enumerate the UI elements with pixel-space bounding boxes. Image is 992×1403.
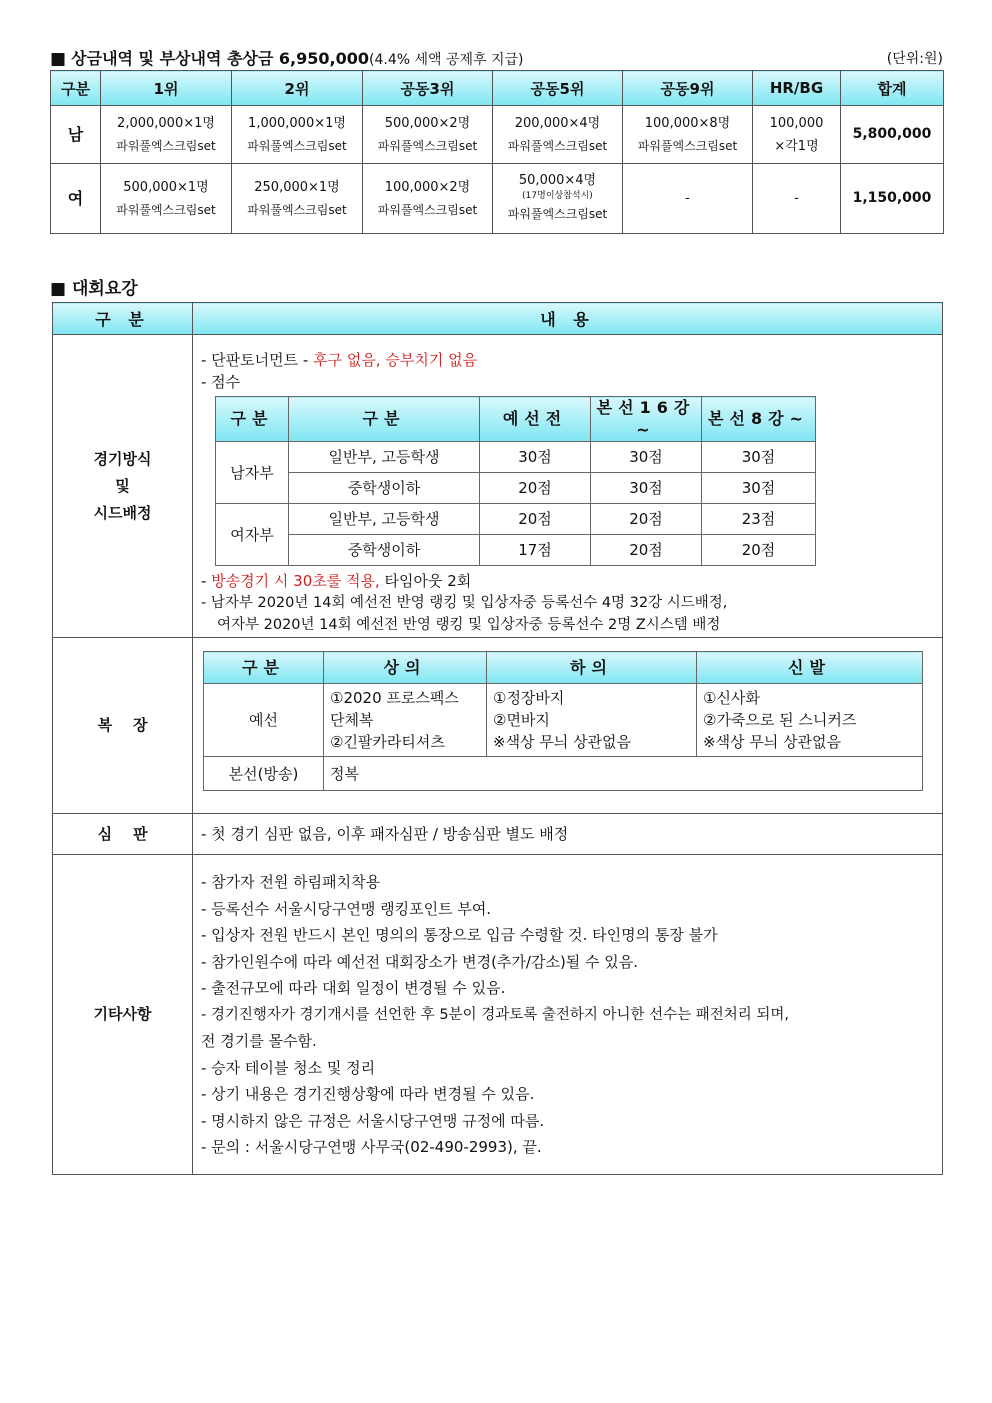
score-value: 20점: [702, 535, 816, 566]
prize-table: [50, 70, 944, 234]
attire-table: [203, 651, 923, 791]
attire-line: ②가죽으로 된 스니커즈: [703, 711, 857, 729]
prize-header-cell: HR/BG: [753, 71, 841, 106]
prize-item: 파워풀엑스크림set: [377, 138, 478, 153]
rules-table: [52, 302, 943, 1175]
label-line: 경기방식: [93, 449, 152, 468]
prize-item: 파워풀엑스크림set: [116, 202, 216, 217]
total-cell: 1,150,000: [841, 164, 944, 234]
hrbg-cell: [753, 106, 841, 164]
score-value: 20점: [591, 535, 702, 566]
score-category: 중학생이하: [289, 473, 480, 504]
content-line: [201, 570, 934, 592]
prize-cell: [101, 106, 232, 164]
rules-content: [193, 855, 943, 1175]
attire-line: ※색상 무늬 상관없음: [493, 733, 632, 751]
score-value: 30점: [591, 442, 702, 473]
rules-row-referee: [53, 814, 943, 855]
prize-amount: 100,000×8명: [644, 115, 731, 131]
prize-item: 파워풀엑스크림set: [116, 138, 216, 153]
etc-line: - 문의 : 서울시당구연맹 사무국(02-490-2993), 끝.: [201, 1138, 542, 1156]
score-table: [215, 396, 816, 566]
rules-title: 대회요강: [71, 279, 138, 299]
highlight-text: 방송경기 시 30초룰 적용,: [211, 572, 380, 590]
rules-header-row: [53, 303, 943, 335]
score-category: 일반부, 고등학생: [289, 442, 480, 473]
attire-line: ②긴팔카라티셔츠: [330, 733, 445, 751]
prize-amount: 50,000×4명: [518, 172, 597, 188]
score-header-cell: 본선16강~: [591, 397, 702, 442]
attire-final-value: 정복: [324, 757, 923, 791]
prize-header-cell: 구분: [51, 71, 101, 106]
attire-line: ②면바지: [493, 711, 550, 729]
score-category: 일반부, 고등학생: [289, 504, 480, 535]
content-line: - 남자부 2020년 14회 예선전 반영 랭킹 및 입상자중 등록선수 4명 32강 시드배정,: [201, 595, 728, 611]
unit-label: (단위:원): [886, 51, 943, 67]
prize-heading: [50, 46, 943, 70]
prize-amount: 200,000×4명: [514, 115, 601, 131]
score-row: [216, 504, 816, 535]
prize-header-row: [51, 71, 944, 106]
score-row: [216, 442, 816, 473]
attire-type: 예선: [204, 684, 324, 757]
rules-label: [53, 335, 193, 638]
score-value: 20점: [480, 473, 591, 504]
score-value: 30점: [702, 442, 816, 473]
prize-row-female: [51, 164, 944, 234]
etc-line: - 등록선수 서울시당구연맹 랭킹포인트 부여.: [201, 899, 492, 918]
score-header-row: [216, 397, 816, 442]
prize-item: 파워풀엑스크림set: [377, 202, 478, 217]
attire-type: 본선(방송): [204, 757, 324, 791]
score-value: 23점: [702, 504, 816, 535]
prize-cell: [363, 164, 493, 234]
rules-content: [193, 638, 943, 814]
attire-top: [324, 684, 487, 757]
content-line: - 점수: [201, 373, 241, 391]
score-value: 20점: [591, 504, 702, 535]
etc-line: - 명시하지 않은 규정은 서울시당구연맹 규정에 따름.: [201, 1111, 545, 1130]
prize-amount: 500,000×1명: [123, 179, 209, 195]
score-value: 20점: [480, 504, 591, 535]
attire-bottom: [487, 684, 697, 757]
rules-content: [193, 335, 943, 638]
prize-title: 상금내역 및 부상내역 총상금 6,950,000: [71, 49, 369, 68]
rules-label: 기타사항: [53, 855, 193, 1175]
prize-item: 파워풀엑스크림set: [637, 138, 738, 153]
attire-header-cell: 상의: [324, 652, 487, 684]
content-line: 여자부 2020년 14회 예선전 반영 랭킹 및 입상자중 등록선수 2명 Z시스템 배정: [217, 617, 721, 633]
score-group: 남자부: [216, 442, 289, 504]
prize-cell: [493, 106, 623, 164]
rules-header-cell: 구 분: [53, 303, 193, 335]
prize-cell: [623, 164, 753, 234]
hrbg-amount: 100,000: [769, 115, 824, 131]
prize-header-cell: 공동3위: [363, 71, 493, 106]
text-span: - 단판토너먼트 -: [201, 351, 314, 369]
prize-header-cell: 공동5위: [493, 71, 623, 106]
score-value: 17점: [480, 535, 591, 566]
prize-amount: -: [685, 191, 690, 206]
prize-subtitle: (4.4% 세액 공제후 지급): [369, 52, 524, 68]
prize-cell: [623, 106, 753, 164]
hrbg-cell: -: [753, 164, 841, 234]
prize-header-cell: 합계: [841, 71, 944, 106]
prize-amount: 500,000×2명: [384, 115, 471, 131]
prize-amount: 1,000,000×1명: [248, 115, 346, 131]
prize-header-cell: 2위: [232, 71, 363, 106]
square-bullet-icon: ■: [50, 49, 67, 69]
attire-shoes: [697, 684, 923, 757]
attire-header-cell: 하의: [487, 652, 697, 684]
prize-cell: [363, 106, 493, 164]
hrbg-count: ×각1명: [774, 138, 819, 154]
score-header-cell: 구분: [216, 397, 289, 442]
etc-line: 전 경기를 몰수함.: [201, 1032, 317, 1050]
prize-item: 파워풀엑스크림set: [247, 202, 347, 217]
etc-line: - 입상자 전원 반드시 본인 명의의 통장으로 입금 수령할 것. 타인명의 통장 불가: [201, 926, 718, 944]
attire-line: ※색상 무늬 상관없음: [703, 733, 842, 751]
score-value: 30점: [702, 473, 816, 504]
prize-amount: 100,000×2명: [384, 179, 471, 195]
attire-header-cell: 구분: [204, 652, 324, 684]
highlight-text: 후구 없음, 승부치기 없음: [313, 351, 478, 369]
prize-cell: [101, 164, 232, 234]
label-line: 시드배정: [93, 503, 152, 522]
row-label: 남: [51, 106, 101, 164]
attire-row-prelim: [204, 684, 923, 757]
rules-header-cell: 내 용: [193, 303, 943, 335]
attire-line: 단체복: [330, 711, 374, 729]
rules-row-attire: [53, 638, 943, 814]
score-header-cell: 예선전: [480, 397, 591, 442]
row-label: 여: [51, 164, 101, 234]
etc-line: - 출전규모에 따라 대회 일정이 변경될 수 있음.: [201, 979, 506, 997]
prize-amount: 2,000,000×1명: [117, 115, 215, 131]
prize-amount: 250,000×1명: [254, 179, 340, 195]
attire-header-row: [204, 652, 923, 684]
prize-cell: [232, 164, 363, 234]
attire-line: ①정장바지: [493, 689, 565, 707]
prize-cell: [493, 164, 623, 234]
etc-line: - 경기진행자가 경기개시를 선언한 후 5분이 경과토록 출전하지 아니한 선수는 패전처리 되며,: [201, 1006, 790, 1023]
square-bullet-icon: ■: [50, 279, 67, 299]
label-line: 및: [115, 476, 130, 495]
prize-item: 파워풀엑스크림set: [507, 206, 608, 221]
prize-item: 파워풀엑스크림set: [247, 138, 347, 153]
prize-item: 파워풀엑스크림set: [507, 138, 608, 153]
score-value: 30점: [480, 442, 591, 473]
etc-line: - 참가인원수에 따라 예선전 대회장소가 변경(추가/감소)될 수 있음.: [201, 952, 639, 971]
rules-label: 복 장: [53, 638, 193, 814]
score-header-cell: 구분: [289, 397, 480, 442]
score-category: 중학생이하: [289, 535, 480, 566]
score-row: [216, 535, 816, 566]
attire-line: ①신사화: [703, 689, 760, 707]
etc-line: - 승자 테이블 청소 및 정리: [201, 1058, 376, 1077]
score-row: [216, 473, 816, 504]
score-header-cell: 본선8강~: [702, 397, 816, 442]
rules-content: - 첫 경기 심판 없음, 이후 패자심판 / 방송심판 별도 배정: [193, 814, 943, 855]
prize-note: (17명이상참석시): [522, 190, 593, 201]
total-cell: 5,800,000: [841, 106, 944, 164]
score-value: 30점: [591, 473, 702, 504]
score-group: 여자부: [216, 504, 289, 566]
text-span: 타임아웃 2회: [379, 572, 472, 590]
etc-line: - 참가자 전원 하림패치착용: [201, 873, 381, 891]
rules-row-match: [53, 335, 943, 638]
prize-cell: [232, 106, 363, 164]
rules-label: 심 판: [53, 814, 193, 855]
prize-row-male: [51, 106, 944, 164]
content-line: [201, 349, 934, 371]
etc-line: - 상기 내용은 경기진행상황에 따라 변경될 수 있음.: [201, 1085, 535, 1103]
text-span: -: [201, 572, 212, 590]
prize-header-cell: 공동9위: [623, 71, 753, 106]
attire-row-final: [204, 757, 923, 791]
rules-row-etc: [53, 855, 943, 1175]
attire-line: ①2020 프로스펙스: [330, 689, 459, 707]
prize-header-cell: 1위: [101, 71, 232, 106]
rules-heading: [50, 274, 138, 299]
attire-header-cell: 신발: [697, 652, 923, 684]
